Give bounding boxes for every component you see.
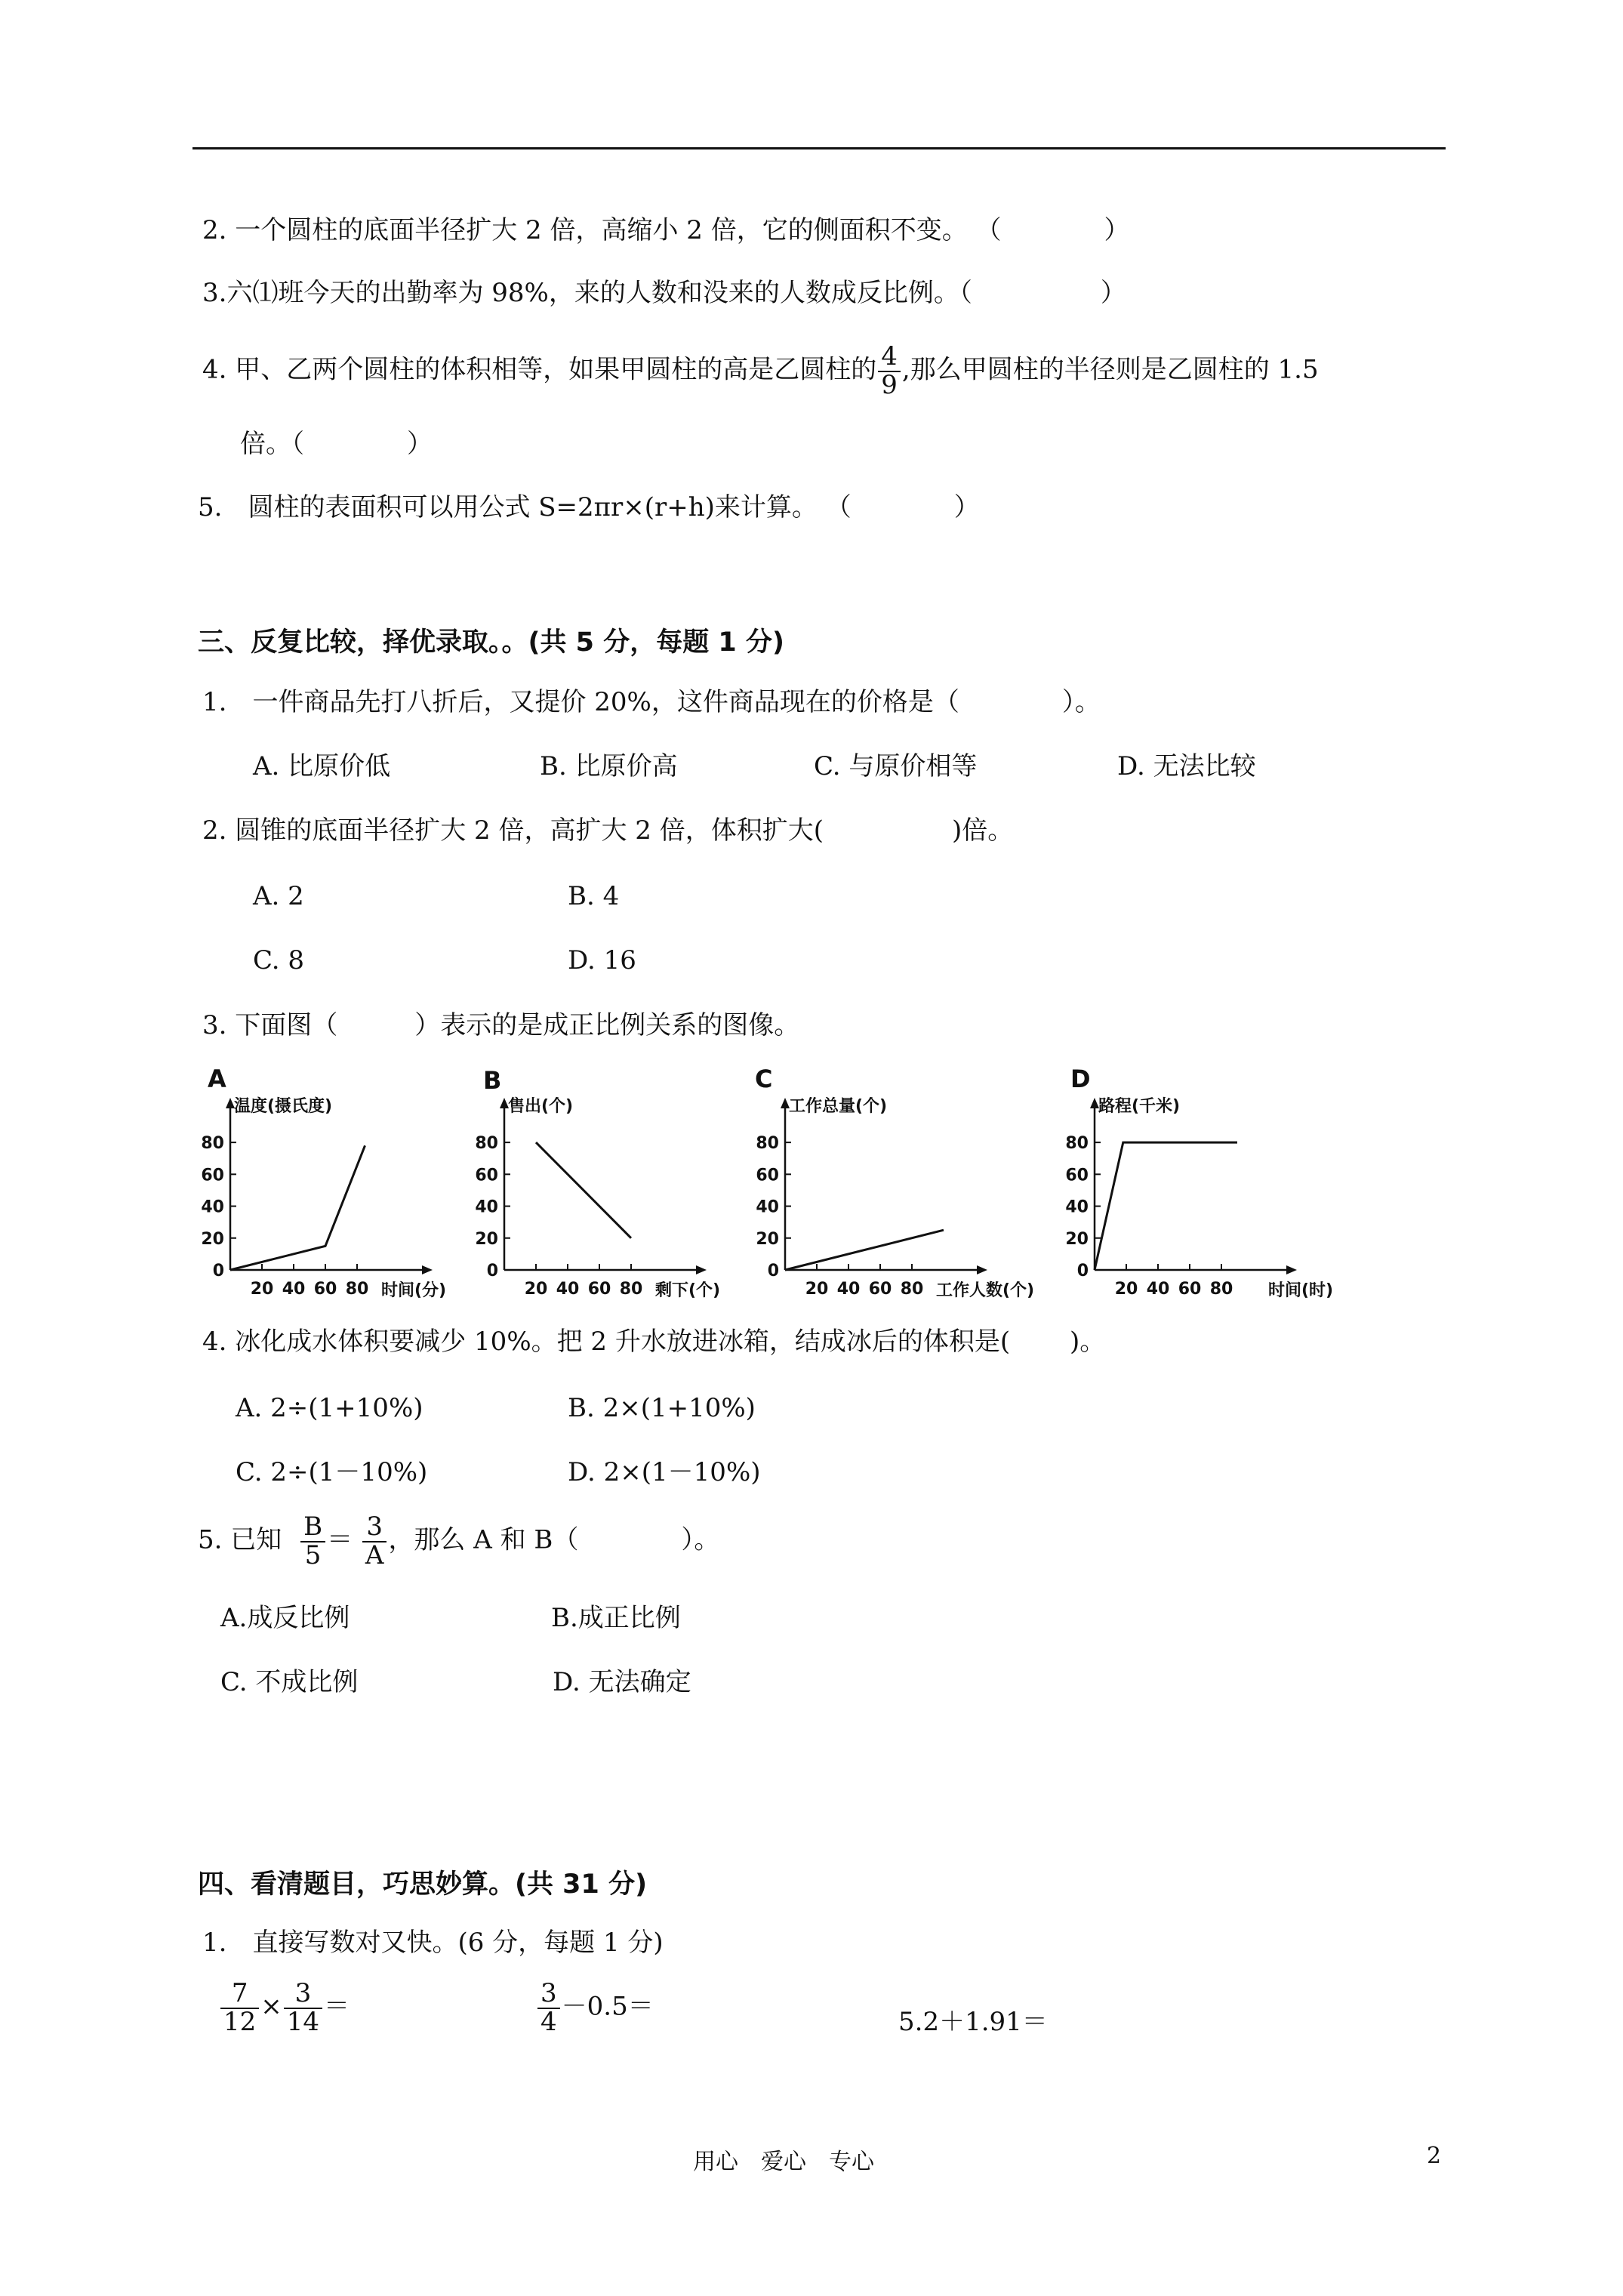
graph-d-x-tick-label: 60	[1178, 1280, 1202, 1299]
q5-option-b: B.成正比例	[551, 1603, 681, 1633]
section3-q1: 1. 一件商品先打八折后，又提价 20%，这件商品现在的价格是（ ）。	[202, 687, 1101, 717]
fraction-denominator: 14	[286, 2006, 320, 2037]
fraction-numerator: 7	[220, 1980, 259, 2009]
graph-b-y-tick-label: 0	[486, 1262, 498, 1281]
graph-label-b: B	[483, 1066, 502, 1095]
q1-option-d: D. 无法比较	[1117, 751, 1256, 781]
judgement-q4-pre: 4. 甲、乙两个圆柱的体积相等，如果甲圆柱的高是乙圆柱的	[202, 354, 877, 385]
graph-c-x-title: 工作人数(个)	[936, 1281, 1035, 1300]
expr-3: 5.2＋1.91＝	[898, 2007, 1048, 2037]
graph-c-x-tick-label: 20	[805, 1280, 829, 1299]
graph-a-x-tick-label: 40	[282, 1280, 306, 1299]
section4-title: 四、看清题目，巧思妙算。(共 31 分)	[198, 1869, 648, 1900]
fraction-3-4	[537, 1980, 560, 2036]
graph-a-y-tick-label: 0	[212, 1262, 224, 1281]
graphs-figure	[0, 1072, 1623, 1314]
graph-b-y-tick-label: 40	[475, 1197, 498, 1217]
fraction-denominator: A	[365, 1539, 384, 1570]
graph-label-a: A	[208, 1065, 226, 1093]
fraction-numerator: 4	[878, 344, 901, 372]
expr-1	[219, 1980, 350, 2036]
fraction-7-12	[220, 1980, 259, 2036]
judgement-q4-post: ,那么甲圆柱的半径则是乙圆柱的 1.5	[901, 354, 1319, 385]
q2-option-d: D. 16	[568, 945, 636, 975]
graph-b-x-tick-label: 60	[587, 1280, 611, 1299]
graph-d-y-tick-label: 0	[1076, 1262, 1089, 1281]
fraction-3-14	[284, 1980, 322, 2036]
section3-title: 三、反复比较，择优录取。。(共 5 分，每题 1 分)	[198, 627, 784, 658]
fraction-numerator: 3	[537, 1980, 560, 2009]
q1-option-c: C. 与原价相等	[814, 751, 978, 781]
graph-d-x-tick-label: 80	[1209, 1280, 1233, 1299]
page-number: 2	[1427, 2143, 1442, 2169]
fraction-denominator: 9	[881, 369, 898, 400]
q5-option-c: C. 不成比例	[220, 1667, 359, 1697]
fraction-numerator: B	[300, 1514, 325, 1542]
fraction-denominator: 5	[304, 1539, 322, 1570]
q4-option-b: B. 2×(1+10%)	[568, 1393, 756, 1423]
graph-a-line	[230, 1145, 365, 1270]
fraction-numerator: 3	[362, 1514, 387, 1542]
graph-b-y-tick-label: 80	[475, 1134, 498, 1154]
times-sign: ×	[260, 1991, 282, 2022]
graph-a-x-title: 时间(分)	[381, 1281, 447, 1300]
graph-c-y-tick-label: 0	[767, 1262, 779, 1281]
q5-option-a: A.成反比例	[220, 1603, 350, 1633]
graph-b-x-tick-label: 80	[619, 1280, 643, 1299]
graph-a-y-tick-label: 20	[201, 1229, 224, 1249]
graph-d-y-tick-label: 80	[1065, 1134, 1089, 1154]
q2-option-a: A. 2	[253, 881, 304, 911]
q2-option-b: B. 4	[568, 881, 620, 911]
judgement-q5: 5. 圆柱的表面积可以用公式 S=2πr×(r+h)来计算。 （ ）	[198, 492, 980, 522]
graph-d-x-title: 时间(时)	[1268, 1281, 1334, 1300]
graph-label-c: C	[755, 1065, 773, 1093]
q5-post: ，那么 A 和 B（ ）。	[388, 1524, 720, 1555]
graph-a-x-tick-label: 20	[250, 1280, 274, 1299]
expr-2	[536, 1980, 654, 2036]
graph-d-y-tick-label: 20	[1065, 1229, 1089, 1249]
graph-c-x-arrow	[977, 1265, 987, 1274]
graph-b-x-tick-label: 40	[556, 1280, 580, 1299]
graph-b-y-tick-label: 60	[475, 1166, 498, 1185]
graph-c-y-tick-label: 40	[756, 1197, 779, 1217]
graph-d-x-tick-label: 40	[1146, 1280, 1170, 1299]
section3-q5	[198, 1514, 719, 1569]
graph-d-line	[1095, 1142, 1237, 1270]
graph-c-x-tick-label: 80	[900, 1280, 924, 1299]
graph-b-line	[536, 1142, 631, 1238]
header-rule	[192, 147, 1446, 149]
fraction-4-9	[878, 341, 901, 400]
graph-c-y-tick-label: 60	[756, 1166, 779, 1185]
graph-d-y-tick-label: 40	[1065, 1197, 1089, 1217]
graph-d-y-title: 路程(千米)	[1098, 1097, 1181, 1116]
q4-option-d: D. 2×(1－10%)	[568, 1457, 761, 1487]
section4-q1: 1. 直接写数对又快。(6 分，每题 1 分)	[202, 1928, 664, 1958]
graph-b-y-tick-label: 20	[475, 1229, 498, 1249]
q5-pre: 5. 已知	[198, 1524, 282, 1555]
graph-a-y-tick-label: 60	[201, 1166, 224, 1185]
graph-d-y-tick-label: 60	[1065, 1166, 1089, 1185]
graph-c-line	[785, 1230, 944, 1270]
graph-c-y-title: 工作总量(个)	[789, 1097, 888, 1116]
judgement-q4-continued: 倍。（ ）	[240, 429, 433, 459]
graph-c-y-tick-label: 20	[756, 1229, 779, 1249]
fraction-3-a	[362, 1514, 387, 1569]
graph-a-y-tick-label: 80	[201, 1134, 224, 1154]
judgement-q3: 3.六⑴班今天的出勤率为 98%，来的人数和没来的人数成反比例。（ ）	[202, 278, 1126, 308]
equals-sign: ＝	[324, 1991, 350, 2022]
q4-option-a: A. 2÷(1+10%)	[236, 1393, 423, 1423]
graph-a-y-title: 温度(摄氏度)	[234, 1097, 333, 1116]
graph-c-x-tick-label: 60	[868, 1280, 892, 1299]
expr-2-rest: －0.5＝	[561, 1991, 654, 2022]
graph-b-x-title: 剩下(个)	[655, 1281, 721, 1300]
q2-option-c: C. 8	[253, 945, 305, 975]
graph-d-x-tick-label: 20	[1114, 1280, 1138, 1299]
judgement-q2: 2. 一个圆柱的底面半径扩大 2 倍，高缩小 2 倍，它的侧面积不变。 （ ）	[202, 215, 1130, 245]
graph-a-x-tick-label: 80	[345, 1280, 369, 1299]
graph-label-d: D	[1070, 1065, 1091, 1093]
section3-q2: 2. 圆锥的底面半径扩大 2 倍，高扩大 2 倍，体积扩大( )倍。	[202, 815, 1014, 846]
graph-b-y-title: 售出(个)	[508, 1097, 574, 1116]
q1-option-a: A. 比原价低	[253, 751, 391, 781]
section3-q4: 4. 冰化成水体积要减少 10%。把 2 升水放进冰箱，结成冰后的体积是( )。	[202, 1327, 1106, 1357]
graph-b-x-tick-label: 20	[524, 1280, 548, 1299]
section3-q3: 3. 下面图（ ）表示的是成正比例关系的图像。	[202, 1010, 800, 1040]
graph-a-x-arrow	[422, 1265, 433, 1274]
graph-c-x-tick-label: 40	[836, 1280, 861, 1299]
q1-option-b: B. 比原价高	[540, 751, 678, 781]
graph-d-x-arrow	[1286, 1265, 1297, 1274]
fraction-numerator: 3	[284, 1980, 322, 2009]
q4-option-c: C. 2÷(1－10%)	[236, 1457, 428, 1487]
q5-equals: ＝	[327, 1524, 353, 1555]
graph-a-y-tick-label: 40	[201, 1197, 224, 1217]
graph-b-x-arrow	[696, 1265, 707, 1274]
judgement-q4	[202, 341, 1319, 400]
fraction-denominator: 4	[540, 2006, 557, 2037]
footer-motto: 用心 爱心 专心	[693, 2149, 874, 2175]
graph-c-y-tick-label: 80	[756, 1134, 779, 1154]
graph-a-x-tick-label: 60	[313, 1280, 337, 1299]
q5-option-d: D. 无法确定	[553, 1667, 691, 1697]
fraction-b-5	[300, 1514, 325, 1569]
fraction-denominator: 12	[223, 2006, 257, 2037]
